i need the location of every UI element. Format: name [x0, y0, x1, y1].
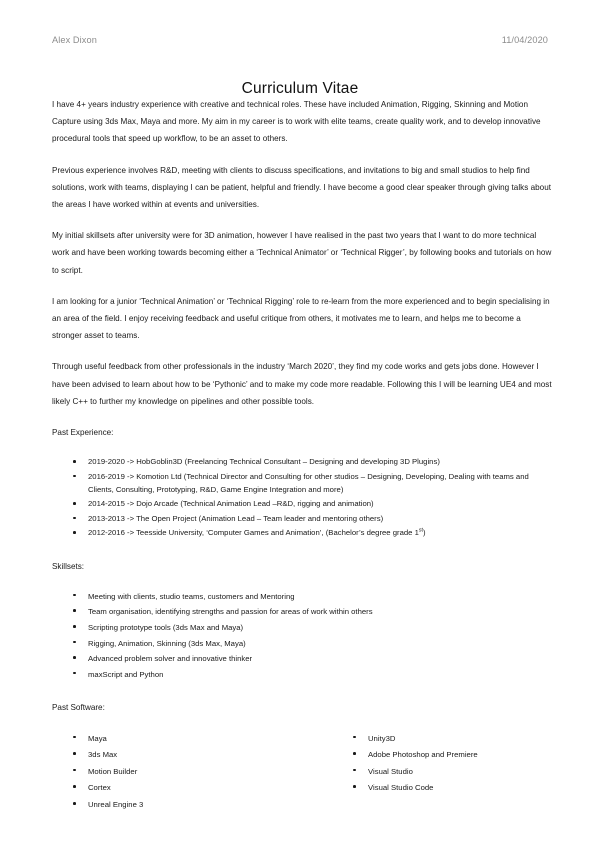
- header-author-name: Alex Dixon: [52, 35, 97, 45]
- past-experience-heading: Past Experience:: [52, 428, 114, 438]
- education-text-close: ): [423, 528, 426, 538]
- list-item: Unity3D: [332, 731, 552, 747]
- list-item: maxScript and Python: [52, 667, 552, 683]
- spacer: [52, 682, 552, 699]
- list-item: 2013-2013 -> The Open Project (Animation Lead – Team leader and mentoring others): [52, 512, 552, 525]
- intro-paragraph-5: Through useful feedback from other professionals in the industry ‘March 2020’, they find my code works and gets jobs done. However I have been advised to learn about how to be ‘Pythonic’ and to make my code more readable. Following this I will be learning UE4 and most likely C++ to further my knowledge on pipelines and other possible tools.: [52, 362, 552, 406]
- document-body: [52, 96, 552, 814]
- list-item: 2019-2020 -> HobGoblin3D (Freelancing Technical Consultant – Designing and developing 3D Plugins): [52, 455, 552, 468]
- list-item: 3ds Max: [52, 747, 332, 763]
- list-item: Motion Builder: [52, 764, 332, 780]
- list-item: Adobe Photoshop and Premiere: [332, 747, 552, 763]
- intro-paragraph-2: Previous experience involves R&D, meeting with clients to discuss specifications, and invitations to big and small studios to help find solutions, work with teams, displaying I can be patient, helpful and friendly. I have become a good clear speaker through giving talks about the areas I have worked within at events and universities.: [52, 165, 552, 210]
- skillsets-heading: Skillsets:: [52, 561, 85, 571]
- past-software-heading: Past Software:: [52, 703, 105, 713]
- spacer: [52, 575, 552, 589]
- spacer: [52, 441, 552, 455]
- list-item: Meeting with clients, studio teams, customers and Mentoring: [52, 589, 552, 605]
- education-text: 2012-2016 -> Teesside University, ‘Computer Games and Animation’, (Bachelor’s degree grade 1: [88, 528, 419, 538]
- software-column-right: [332, 731, 552, 814]
- ordinal-suffix: st: [418, 527, 424, 534]
- list-item-education: [52, 526, 552, 539]
- page-title: Curriculum Vitae: [241, 80, 359, 98]
- spacer: [52, 717, 552, 731]
- list-item: 2016-2019 -> Komotion Ltd (Technical Director and Consulting for other studios – Designing, Developing, Dealing with teams and Clients, Consulting, Prototyping, R&D, Game Engine Integration and more): [52, 470, 552, 497]
- intro-paragraph-4: I am looking for a junior ‘Technical Animation’ or ‘Technical Rigging’ role to re-learn from the more experienced and to begin specialising in an area of the field. I enjoy receiving feedback and useful critique from others, it motivates me to learn, and helps me to become a stronger asset to teams.: [52, 296, 550, 341]
- list-item: 2014-2015 -> Dojo Arcade (Technical Animation Lead –R&D, rigging and animation): [52, 497, 552, 510]
- past-experience-list: [52, 455, 552, 539]
- intro-paragraph-1: I have 4+ years industry experience with creative and technical roles. These have included Animation, Rigging, Skinning and Motion Capture using 3ds Max, Maya and more. My aim in my career is to work with elite teams, create quality work, and to develop innovative procedural tools that speed up workflow, to be an asset to others.: [52, 100, 541, 144]
- list-item: Advanced problem solver and innovative thinker: [52, 651, 552, 667]
- intro-paragraph-3: My initial skillsets after university were for 3D animation, however I have realised in the past two years that I want to do more technical work and have been working towards becoming either a ‘Technical Animator’ or ‘Technical Rigger’, by following books and tutorials on how to script.: [52, 231, 552, 275]
- software-list-left: [52, 731, 332, 813]
- list-item: Scripting prototype tools (3ds Max and Maya): [52, 620, 552, 636]
- software-column-left: [52, 731, 332, 814]
- list-item: Maya: [52, 731, 332, 747]
- list-item: Visual Studio: [332, 764, 552, 780]
- list-item: Visual Studio Code: [332, 780, 552, 796]
- software-list-right: [332, 731, 552, 796]
- list-item: Team organisation, identifying strengths and passion for areas of work within others: [52, 604, 552, 620]
- document-header: [52, 35, 548, 45]
- spacer: [52, 541, 552, 558]
- list-item: Unreal Engine 3: [52, 797, 332, 813]
- skillsets-list: [52, 589, 552, 683]
- past-software-columns: [52, 731, 552, 814]
- list-item: Cortex: [52, 780, 332, 796]
- header-date: 11/04/2020: [501, 35, 548, 45]
- list-item: Rigging, Animation, Skinning (3ds Max, Maya): [52, 636, 552, 652]
